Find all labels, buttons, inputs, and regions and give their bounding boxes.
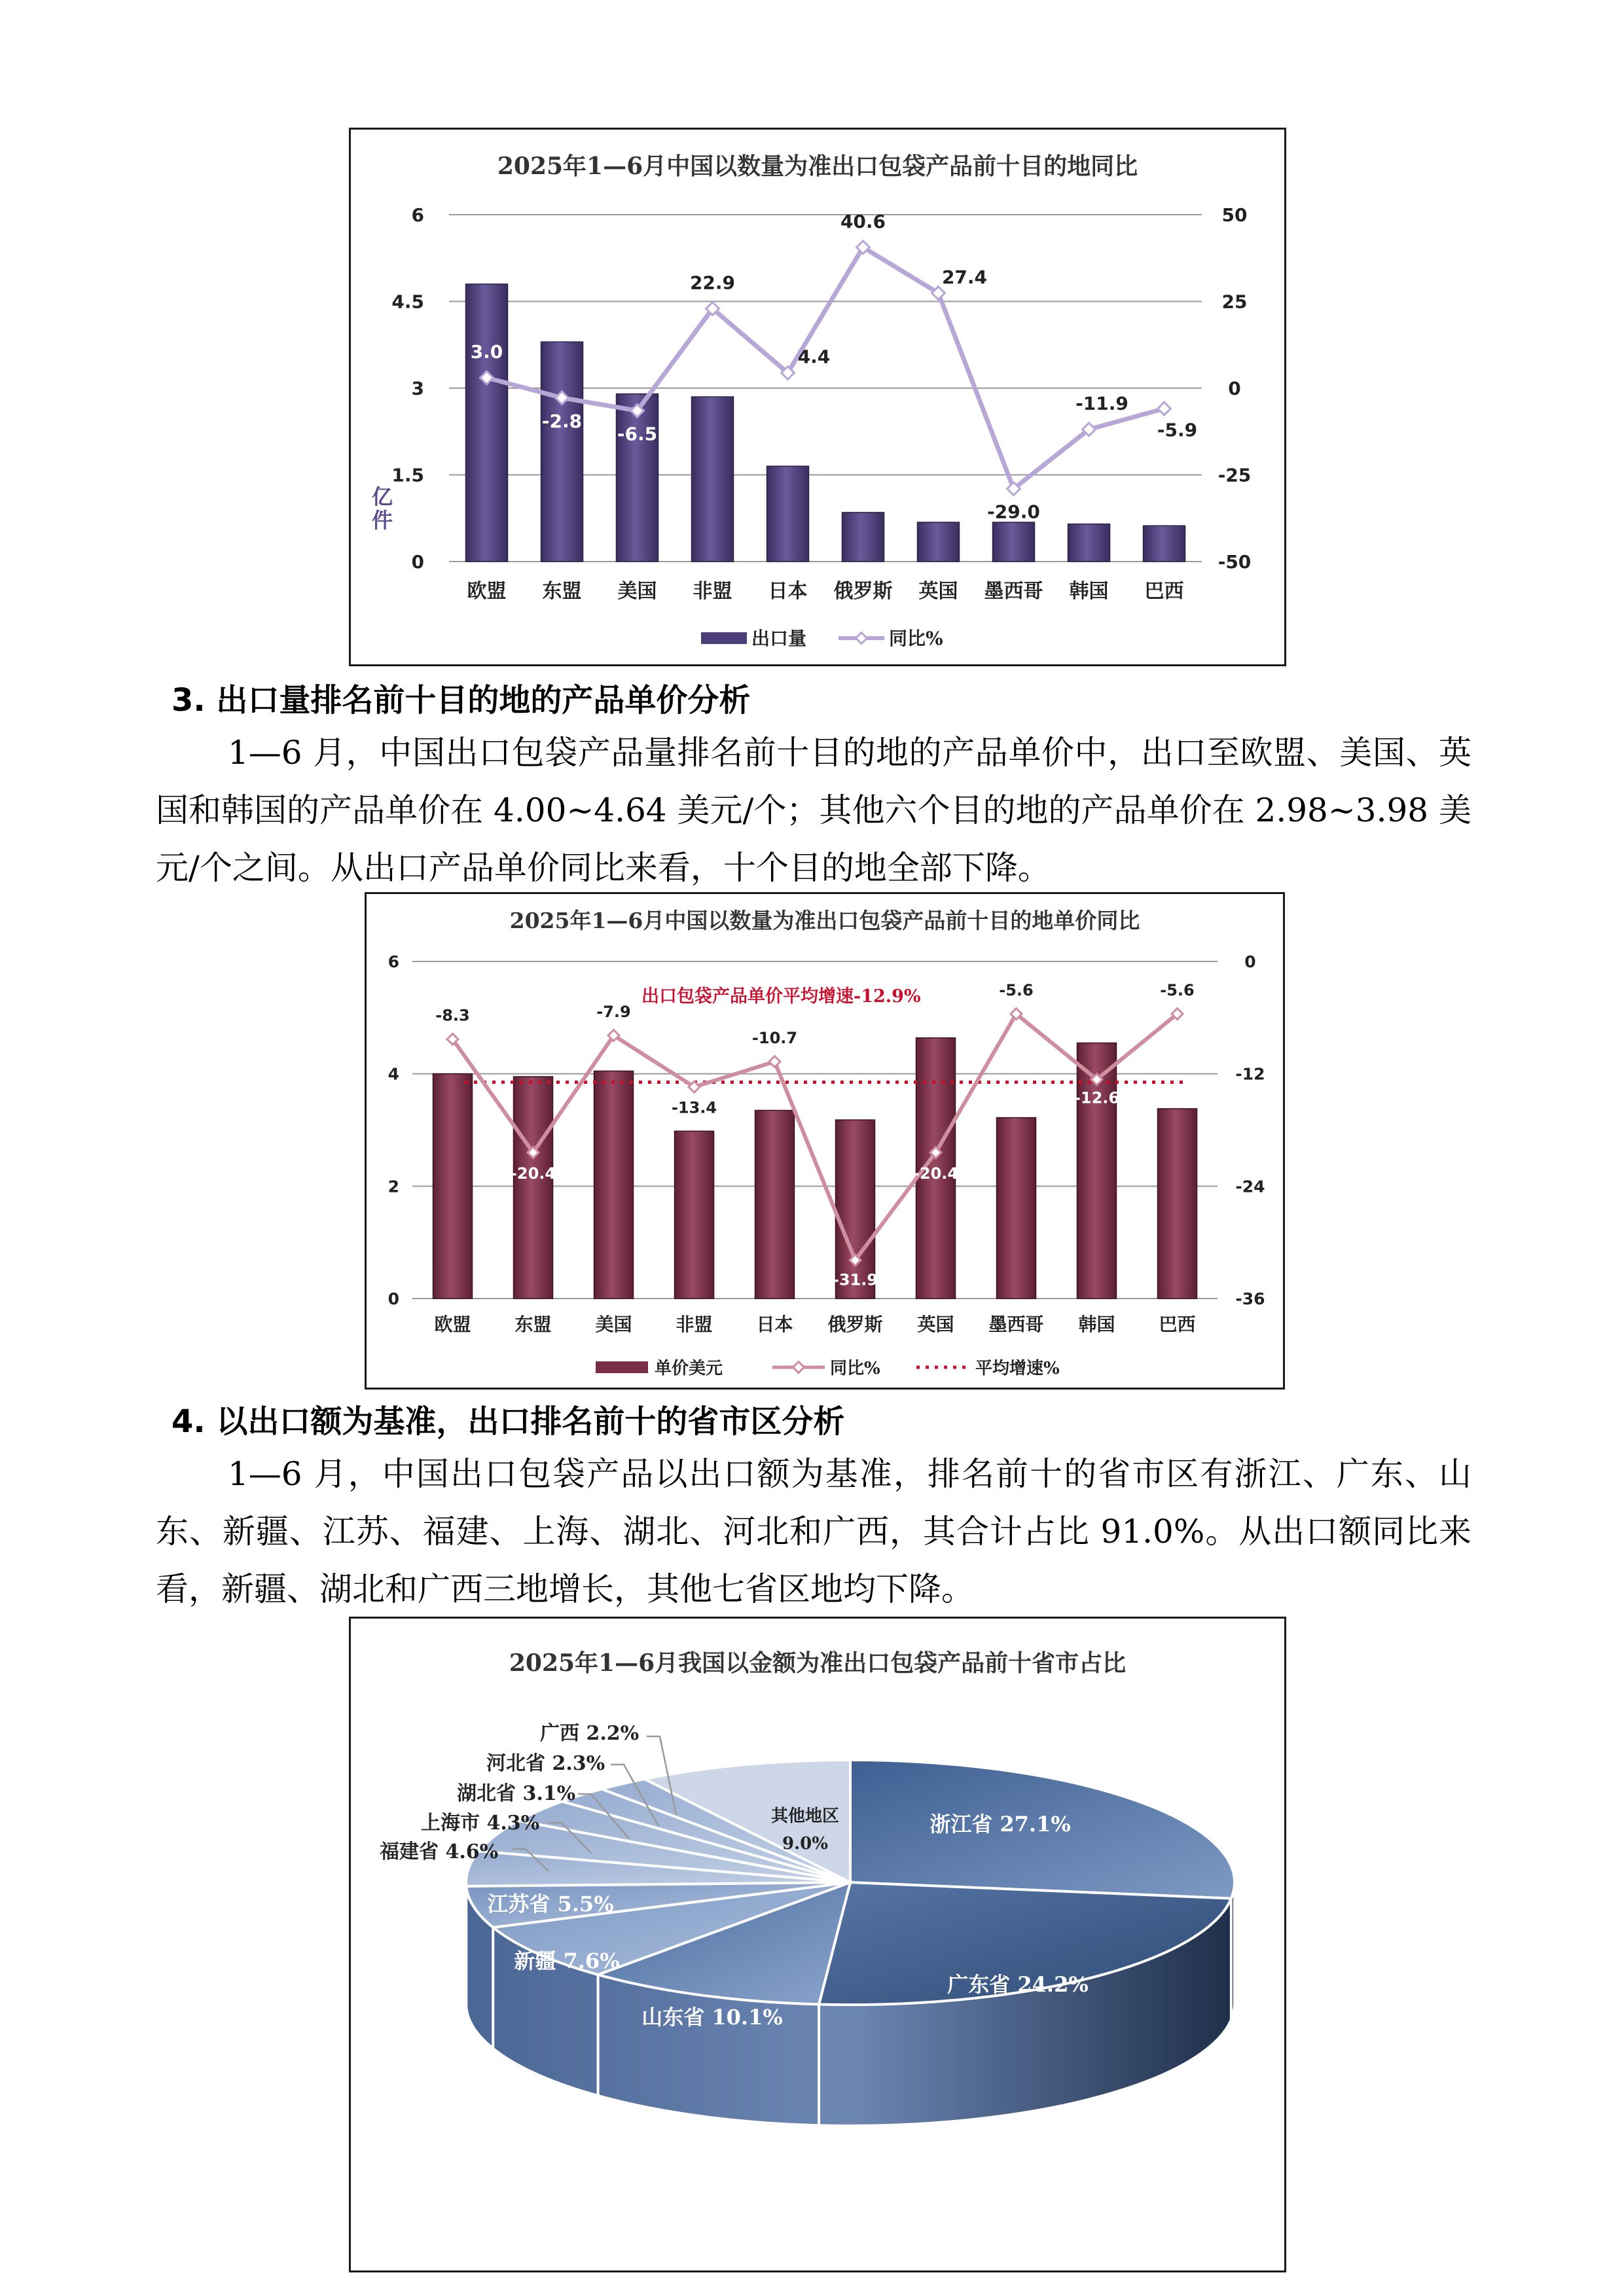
chart1-yoy-label: 27.4 [941,266,988,288]
chart2-xtick: 俄罗斯 [827,1314,883,1335]
chart3-slice-label: 9.0% [782,1834,828,1854]
chart1-xtick: 墨西哥 [984,580,1043,603]
chart2-avg-annotation: 出口包袋产品单价平均增速-12.9% [641,986,921,1007]
chart2-y2tick: -12 [1235,1064,1265,1084]
chart1-ylabel-char: 件 [371,508,393,533]
chart2-title: 2025年1—6月中国以数量为准出口包袋产品前十目的地单价同比 [509,908,1140,933]
chart1-title: 2025年1—6月中国以数量为准出口包袋产品前十目的地同比 [497,152,1138,180]
chart1-yoy-label: -2.8 [541,410,583,432]
chart2-ytick: 4 [388,1064,399,1084]
chart2-xtick: 欧盟 [434,1314,471,1335]
chart2-xtick: 墨西哥 [988,1314,1044,1335]
chart1-y2tick: 50 [1221,204,1248,226]
chart2-bar [675,1131,714,1299]
chart2-yoy-label: -20.4 [912,1164,959,1183]
chart1-xtick: 东盟 [542,580,582,603]
chart2-y2tick: -36 [1235,1289,1265,1308]
chart2-xtick: 巴西 [1159,1314,1196,1335]
chart1-ytick: 1.5 [391,464,424,486]
chart1-yoy-label: 40.6 [840,210,886,232]
chart2-yoy-label: -13.4 [671,1098,717,1117]
chart2-bar [514,1077,553,1299]
chart1-bar [1144,526,1185,562]
chart3-slice-label: 上海市 4.3% [421,1812,540,1835]
chart2-ytick: 0 [388,1289,399,1308]
chart3-slice-label: 福建省 4.6% [380,1840,499,1863]
chart1-y2tick: -25 [1218,464,1252,486]
chart1-yoy-line [487,247,1164,489]
chart1-xtick: 非盟 [693,580,732,603]
chart1-bar [466,284,508,562]
chart2-xtick: 非盟 [676,1314,713,1335]
chart1-yoy-label: -5.9 [1157,419,1198,441]
chart3-svg [351,1619,1284,2270]
chart1-legend-line-label: 同比% [889,628,943,649]
chart2-xtick: 东盟 [514,1314,552,1335]
chart2-bar [755,1110,795,1299]
chart2-svg [367,894,1283,1388]
chart1-bar [918,522,960,562]
chart1-y2tick: 0 [1228,378,1241,399]
chart1-bar [692,397,734,562]
chart2-legend-bar-swatch [596,1361,648,1373]
chart1-ytick: 4.5 [391,291,424,313]
chart1-ytick: 0 [411,551,424,573]
chart1-legend-bar-swatch [701,632,747,644]
chart3-slice-label: 浙江省 27.1% [929,1812,1071,1837]
chart2-xtick: 韩国 [1078,1314,1115,1335]
chart2-y2tick: 0 [1244,952,1256,971]
chart1-ytick: 6 [411,204,424,226]
chart1-y2tick: -50 [1218,551,1252,573]
chart2-yoy-label: -5.6 [1160,981,1195,1000]
chart1-xtick: 英国 [918,580,958,603]
chart-unitprice-yoy [365,892,1285,1390]
chart2-yoy-label: -20.4 [510,1164,556,1183]
chart1-ylabel-char: 亿 [371,484,393,509]
chart2-legend-avg-label: 平均增速% [975,1359,1060,1378]
chart2-bar [433,1074,473,1299]
chart2-yoy-label: -7.9 [596,1003,631,1022]
chart1-yoy-label: 22.9 [689,272,736,294]
chart-province-share [349,1617,1286,2272]
chart2-xtick: 美国 [595,1314,632,1335]
section3-heading: 3. 出口量排名前十目的地的产品单价分析 [171,682,751,719]
chart2-yoy-label: -10.7 [751,1029,798,1048]
chart2-legend-line-marker [793,1362,804,1373]
chart3-title: 2025年1—6月我国以金额为准出口包袋产品前十省市占比 [509,1649,1127,1677]
chart3-slice-label: 新疆 7.6% [514,1948,620,1973]
chart2-legend-bar-label: 单价美元 [655,1359,723,1378]
chart1-yoy-label: -11.9 [1075,393,1128,415]
chart1-xtick: 韩国 [1069,580,1109,603]
chart2-yoy-line [453,1014,1178,1260]
chart3-slice-label: 湖北省 3.1% [457,1782,576,1805]
chart1-xtick: 欧盟 [467,580,507,603]
chart1-legend-bar-label: 出口量 [751,628,807,649]
chart2-y2tick: -24 [1235,1177,1265,1196]
chart1-y2tick: 25 [1221,291,1248,313]
chart1-yoy-label: -6.5 [617,423,658,445]
chart3-slice-label: 广西 2.2% [540,1722,640,1745]
chart2-bar [997,1118,1036,1299]
chart2-xtick: 英国 [917,1314,954,1335]
chart1-bar [541,342,583,562]
chart3-slice-label: 江苏省 5.5% [487,1892,614,1916]
chart1-yoy-label: -29.0 [987,501,1040,523]
chart2-xtick: 日本 [756,1314,793,1335]
chart2-yoy-label: -31.9 [832,1270,878,1289]
chart1-xtick: 日本 [768,580,808,603]
chart1-yoy-label: 3.0 [470,341,503,363]
chart3-slice-label: 其他地区 [770,1806,840,1826]
chart2-bar [594,1071,634,1299]
chart1-yoy-point [1158,402,1171,415]
chart1-ytick: 3 [411,378,424,399]
chart1-xtick: 巴西 [1144,580,1184,603]
chart1-xtick: 俄罗斯 [833,580,893,603]
chart2-ytick: 6 [388,952,399,971]
chart2-legend-line-label: 同比% [830,1359,880,1378]
chart2-yoy-label: -5.6 [999,981,1034,1000]
chart1-yoy-label: 4.4 [797,346,831,368]
chart2-yoy-point [769,1056,780,1067]
chart-volume-yoy [349,128,1286,666]
chart1-bar [842,512,884,562]
chart1-bar [767,466,809,562]
chart3-slice-label: 河北省 2.3% [486,1752,605,1775]
chart1-bar [1068,524,1110,562]
chart2-bar [1158,1109,1197,1299]
section4-paragraph: 1—6 月，中国出口包袋产品以出口额为基准，排名前十的省市区有浙江、广东、山东、新疆、江苏、福建、上海、湖北、河北和广西，其合计占比 91.0%。从出口额同比来看，新疆、湖北和广西三地增长，其他七省区地均下降。 [156,1455,1471,1608]
section3-paragraph: 1—6 月，中国出口包袋产品量排名前十目的地的产品单价中，出口至欧盟、美国、英国和韩国的产品单价在 4.00~4.64 美元/个；其他六个目的地的产品单价在 2.98~3.98 美元/个之间。从出口产品单价同比来看，十个目的地全部下降。 [156,734,1471,887]
chart1-svg [351,130,1284,664]
section4-heading: 4. 以出口额为基准，出口排名前十的省市区分析 [171,1403,845,1440]
chart1-xtick: 美国 [617,580,657,603]
chart2-yoy-label: -8.3 [435,1006,470,1025]
chart1-bar [993,522,1035,562]
chart3-slice-label: 广东省 24.2% [947,1972,1089,1997]
chart3-slice-label: 山东省 10.1% [641,2005,783,2030]
chart1-bar [617,394,659,562]
chart2-ytick: 2 [388,1177,399,1196]
chart1-legend-line-marker [856,633,867,644]
chart2-yoy-label: -12.6 [1074,1088,1120,1107]
